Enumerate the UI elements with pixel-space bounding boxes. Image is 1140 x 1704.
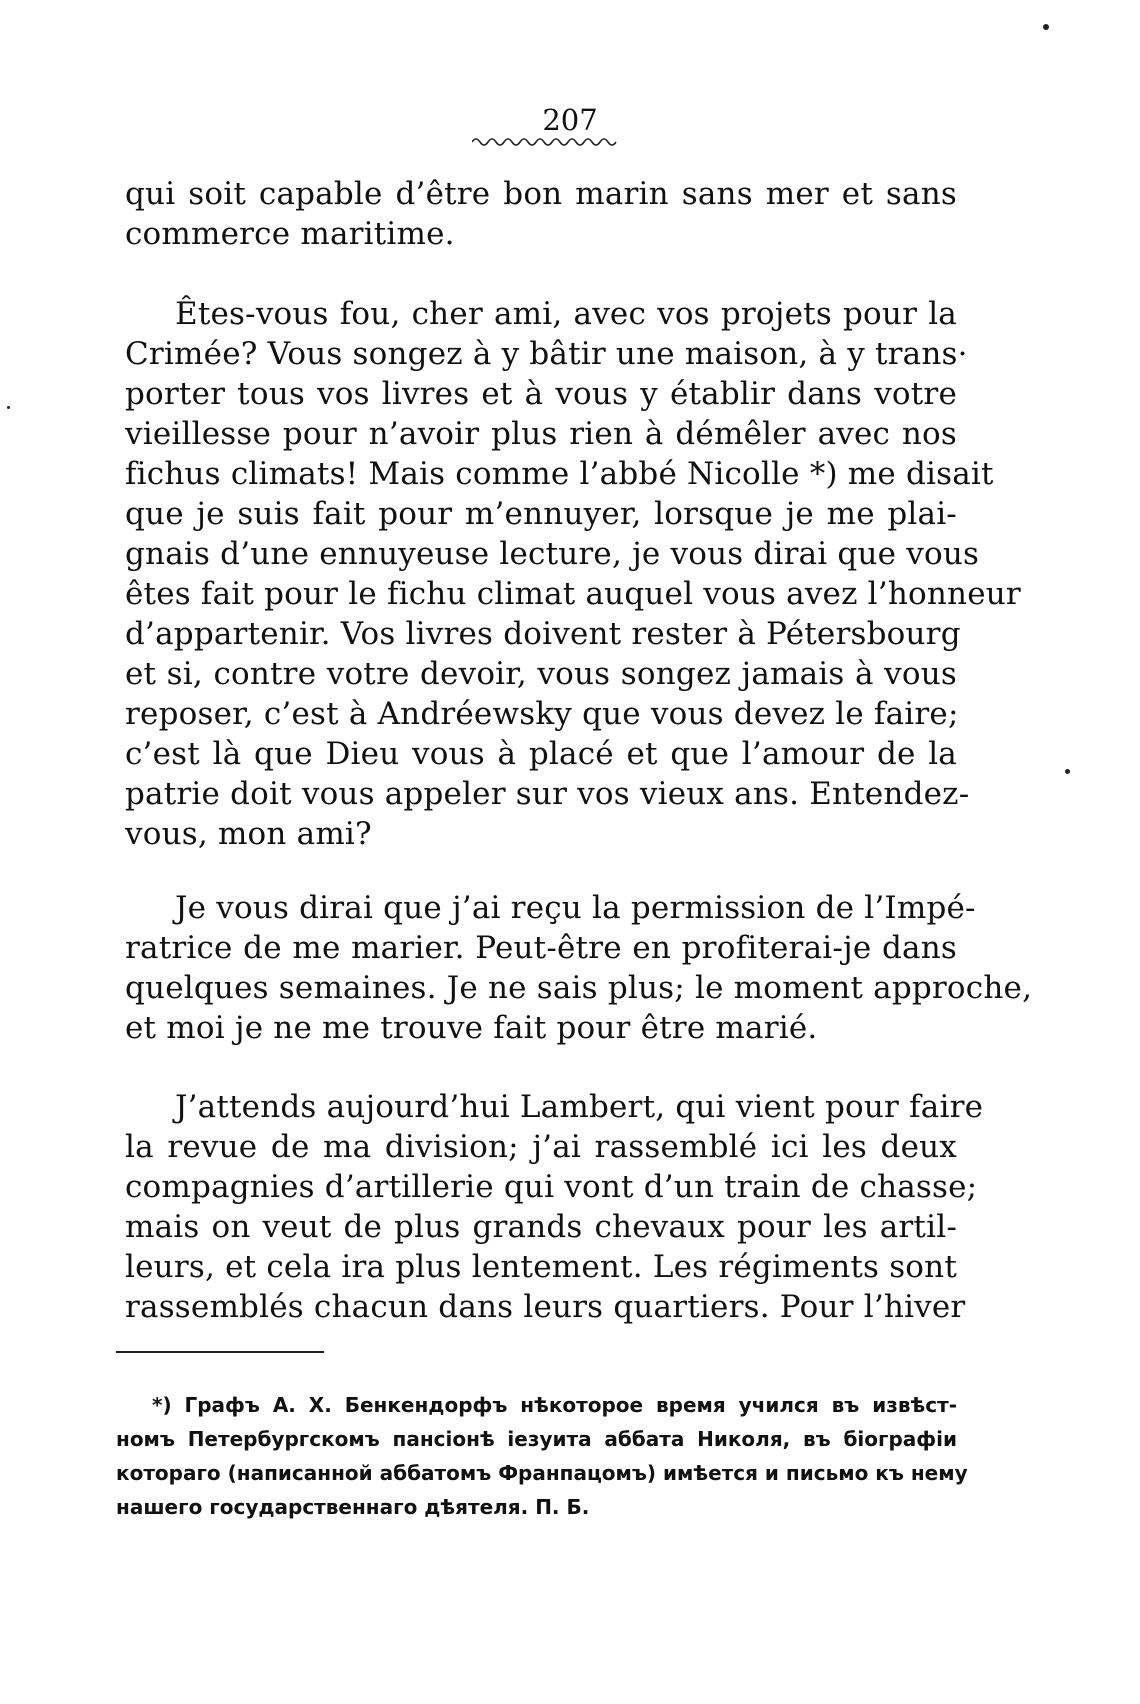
page-number: 207 (542, 103, 598, 137)
stray-dot-right (1065, 769, 1070, 774)
body-line: vieillesse pour n’avoir plus rien à démêler avec nos (125, 416, 957, 452)
body-line: la revue de ma division; j’ai rassemblé ici les deux (125, 1129, 957, 1165)
stray-dot-top (1043, 24, 1049, 30)
body-line: êtes fait pour le fichu climat auquel vous avez l’honneur (125, 576, 1021, 612)
body-line: c’est là que Dieu vous à placé et que l’amour de la (125, 736, 957, 772)
body-line: gnais d’une ennuyeuse lecture, je vous dirai que vous (125, 536, 980, 572)
footnote-line: номъ Петербургскомъ пансіонѣ іезуита аббата Николя, въ біографіи (116, 1427, 957, 1451)
footnote-line: котораго (написанной аббатомъ Франпацомъ) имѣется и письмо къ нему (116, 1461, 968, 1485)
stray-dot-left (7, 406, 10, 409)
body-line: leurs, et cela ira plus lentement. Les régiments sont (125, 1249, 957, 1285)
body-line: Je vous dirai que j’ai reçu la permission de l’Impé- (175, 890, 976, 926)
body-line: vous, mon ami? (125, 816, 372, 852)
body-line: d’appartenir. Vos livres doivent rester à Pétersbourg (125, 616, 961, 652)
body-line: ratrice de me marier. Peut-être en profiterai-je dans (125, 930, 957, 966)
page-number-ornament-icon (472, 134, 622, 146)
body-line: porter tous vos livres et à vous y établir dans votre (125, 376, 957, 412)
body-line: que je suis fait pour m’ennuyer, lorsque je me plai- (125, 496, 957, 532)
body-line: compagnies d’artillerie qui vont d’un train de chasse; (125, 1169, 978, 1205)
body-line: et moi je ne me trouve fait pour être marié. (125, 1010, 818, 1046)
body-line: Êtes-vous fou, cher ami, avec vos projets pour la (175, 296, 957, 332)
body-line: quelques semaines. Je ne sais plus; le moment approche, (125, 970, 1033, 1006)
footnote-line: нашего государственнаго дѣятеля. П. Б. (116, 1495, 590, 1519)
footnote-divider (116, 1351, 324, 1353)
body-line: rassemblés chacun dans leurs quartiers. Pour l’hiver (125, 1289, 966, 1325)
body-line: et si, contre votre devoir, vous songez jamais à vous (125, 656, 957, 692)
body-line: J’attends aujourd’hui Lambert, qui vient pour faire (175, 1089, 984, 1125)
body-line: commerce maritime. (125, 216, 455, 252)
body-line: reposer, c’est à Andréewsky que vous devez le faire; (125, 696, 959, 732)
body-line: fichus climats! Mais comme l’abbé Nicolle *) me disait (125, 456, 994, 492)
body-line: qui soit capable d’être bon marin sans mer et sans (125, 176, 957, 212)
footnote-line: *) Графъ А. Х. Бенкендорфъ нѣкоторое время учился въ извѣст- (152, 1393, 957, 1417)
body-line: mais on veut de plus grands chevaux pour les artil- (125, 1209, 957, 1245)
body-line: patrie doit vous appeler sur vos vieux ans. Entendez- (125, 776, 970, 812)
body-line: Crimée? Vous songez à y bâtir une maison, à y trans· (125, 336, 968, 372)
